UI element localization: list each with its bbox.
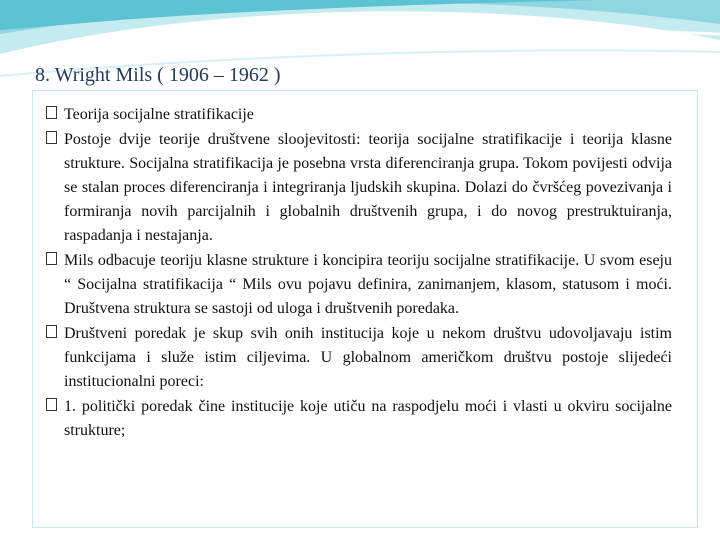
bullet-text: Teorija socijalne stratifikacije: [64, 106, 254, 123]
bullet-item: [46, 322, 672, 394]
bullet-list: [46, 103, 672, 444]
bullet-item: [46, 395, 672, 443]
bullet-text: Postoje dvije teorije društvene sloojevitosti: teorija socijalne stratifikacije i teorija klasne strukture. Socijalna stratifikacija je posebna vrsta diferenciranja grupa. Tokom povijesti odvija se stalan proces diferenciranja i integriranja ljudskih skupina. Dolazi do čvršćeg povezivanja i formiranja novih parcijalnih i globalnih društvenih grupa, i do novog prestruktuiranja, raspadanja i nestajanja.: [64, 131, 672, 244]
square-bullet-icon: [46, 325, 57, 338]
bullet-text: Društveni poredak je skup svih onih institucija koje u nekom društvu udovoljavaju istim funkcijama i služe istim ciljevima. U globalnom američkom društvu postoje slijedeći institucionalni poreci:: [64, 325, 672, 390]
square-bullet-icon: [46, 131, 57, 144]
square-bullet-icon: [46, 398, 57, 411]
square-bullet-icon: [46, 252, 57, 265]
bullet-item: [46, 103, 672, 127]
square-bullet-icon: [46, 106, 57, 119]
slide-title: 8. Wright Mils ( 1906 – 1962 ): [35, 64, 281, 86]
bullet-text: Mils odbacuje teoriju klasne strukture i koncipira teoriju socijalne stratifikacije. U svom eseju “ Socijalna stratifikacija “ Mils ovu pojavu definira, zanimanjem, klasom, statusom i moći. Društvena struktura se sastoji od uloga i društvenih poredaka.: [64, 252, 672, 317]
bullet-text: 1. politički poredak čine institucije koje utiču na raspodjelu moći i vlasti u okviru socijalne strukture;: [64, 398, 672, 439]
bullet-item: [46, 249, 672, 321]
bullet-item: [46, 128, 672, 248]
